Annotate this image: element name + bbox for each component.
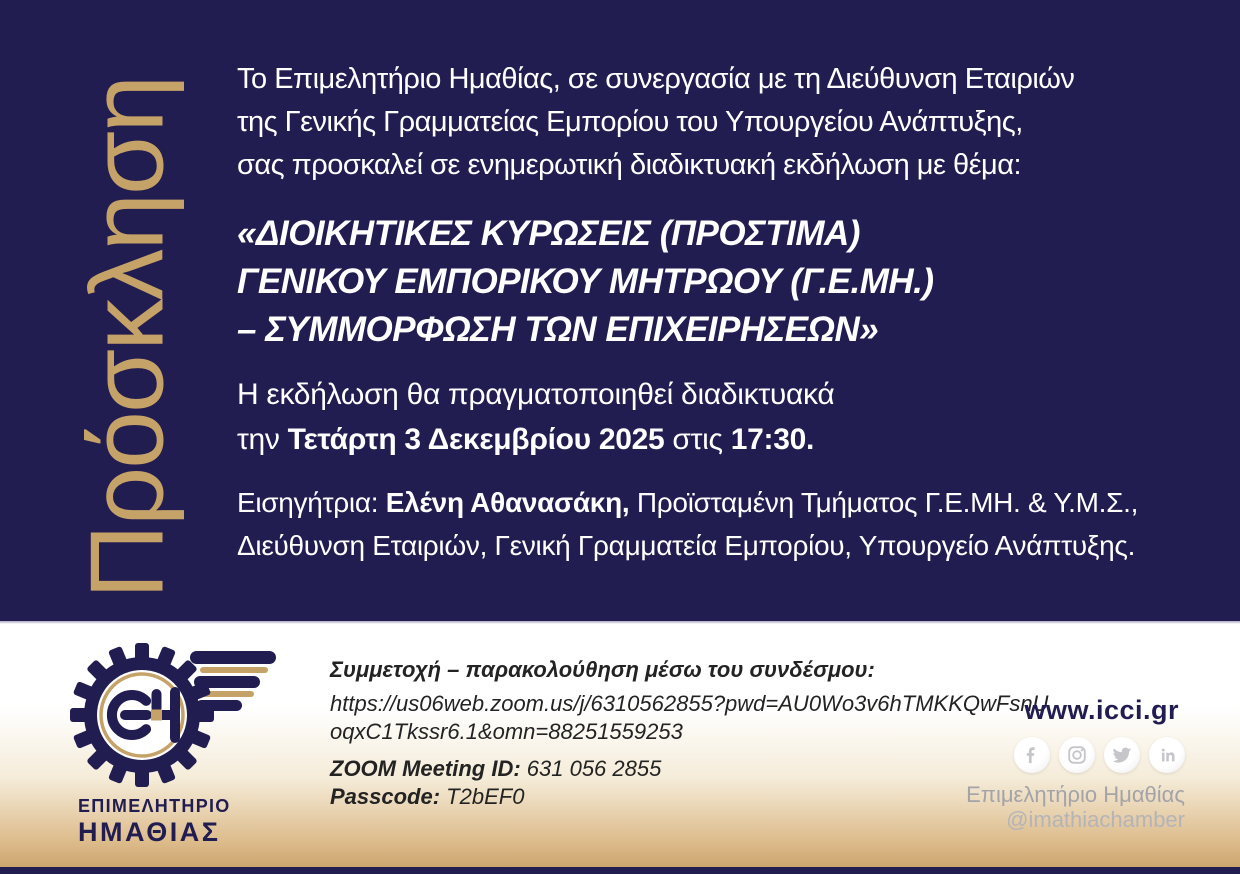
schedule-line2 — [237, 417, 834, 462]
participation-heading: Συμμετοχή – παρακολούθηση μέσω του συνδέσμου: — [330, 657, 875, 682]
speaker-name: Ελένη Αθανασάκη, — [385, 487, 630, 518]
zoom-link-line1[interactable]: https://us06web.zoom.us/j/6310562855?pwd=AU0Wo3v6hTMKKQwFsnU — [330, 691, 1049, 716]
organization-name — [78, 796, 231, 848]
intro-line: Το Επιμελητήριο Ημαθίας, σε συνεργασία με τη Διεύθυνση Εταιριών — [237, 63, 1075, 95]
zoom-link-line2[interactable]: oqxC1Tkssr6.1&omn=88251559253 — [330, 719, 683, 744]
linkedin-icon[interactable] — [1149, 737, 1185, 773]
meeting-id-label: ZOOM Meeting ID: — [330, 756, 521, 781]
speaker-paragraph — [237, 481, 1138, 567]
schedule-paragraph — [237, 372, 834, 462]
twitter-icon[interactable] — [1104, 737, 1140, 773]
org-name-line1: ΕΠΙΜΕΛΗΤΗΡΙΟ — [78, 796, 231, 816]
speaker-role: Προϊσταμένη Τμήματος Γ.Ε.ΜΗ. & Υ.Μ.Σ., — [629, 487, 1139, 518]
event-title-line: «ΔΙΟΙΚΗΤΙΚΕΣ ΚΥΡΩΣΕΙΣ (ΠΡΟΣΤΙΜΑ) — [237, 214, 860, 253]
bottom-navy-bar — [0, 867, 1240, 874]
intro-line: της Γενικής Γραμματείας Εμπορίου του Υπουργείου Ανάπτυξης, — [237, 106, 1023, 138]
intro-paragraph — [237, 58, 1074, 187]
footer-section — [0, 621, 1240, 874]
schedule-line1: Η εκδήλωση θα πραγματοποιηθεί διαδικτυακά — [237, 378, 835, 411]
event-time: 17:30. — [730, 423, 814, 456]
schedule-mid: στις — [664, 423, 731, 456]
schedule-prefix: την — [237, 423, 288, 456]
passcode-label: Passcode: — [330, 784, 441, 809]
intro-line: σας προσκαλεί σε ενημερωτική διαδικτυακή εκδήλωση με θέμα: — [237, 149, 1022, 181]
speaker-line1 — [237, 481, 1138, 524]
vertical-title: Πρόσκληση — [69, 76, 186, 600]
social-handle[interactable]: @imathiachamber — [1006, 807, 1185, 832]
speaker-line2: Διεύθυνση Εταιριών, Γενική Γραμματεία Εμπορίου, Υπουργείο Ανάπτυξης. — [237, 530, 1136, 561]
social-account-name: Επιμελητήριο Ημαθίας — [966, 782, 1185, 807]
meeting-id-line — [330, 755, 661, 783]
event-date: Τετάρτη 3 Δεκεμβρίου 2025 — [287, 423, 665, 456]
meeting-id-value: 631 056 2855 — [520, 756, 662, 781]
org-name-line2: ΗΜΑΘΙΑΣ — [78, 817, 221, 847]
meeting-credentials — [330, 755, 661, 811]
event-title — [237, 210, 934, 354]
social-icons-row — [855, 737, 1185, 773]
passcode-value: T2bEF0 — [440, 784, 525, 809]
event-title-line: ΓΕΝΙΚΟΥ ΕΜΠΟΡΙΚΟΥ ΜΗΤΡΩΟΥ (Γ.Ε.ΜΗ.) — [237, 262, 934, 301]
instagram-icon[interactable] — [1059, 737, 1095, 773]
chamber-logo — [62, 637, 284, 800]
event-title-line: – ΣΥΜΜΟΡΦΩΣΗ ΤΩΝ ΕΠΙΧΕΙΡΗΣΕΩΝ» — [237, 310, 879, 349]
facebook-icon[interactable] — [1014, 737, 1050, 773]
web-block — [855, 695, 1185, 832]
gear-wings-logo-icon — [62, 637, 284, 795]
speaker-label: Εισηγήτρια: — [237, 487, 386, 518]
website-url[interactable]: www.icci.gr — [1024, 695, 1179, 725]
passcode-line — [330, 783, 661, 811]
